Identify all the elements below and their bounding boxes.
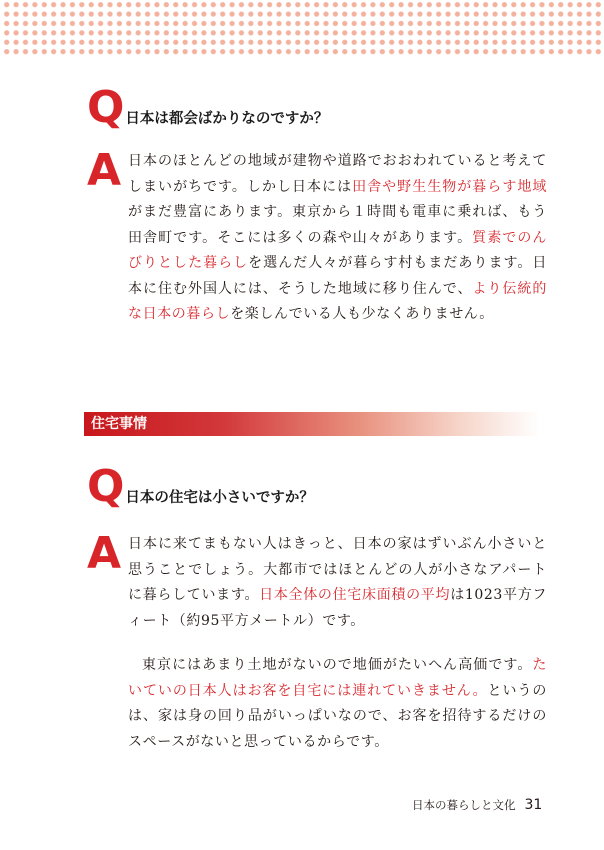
answer-2-p2-text-2: というのは、家は身の回り品がいっぱいなので、お客を招待するだけのスペースがないと思っているからです。	[128, 682, 547, 750]
page-footer	[412, 797, 542, 813]
question-2-q-mark: Q	[87, 461, 125, 512]
answer-1-text	[128, 149, 547, 328]
answer-1-a-mark: A	[87, 145, 122, 196]
answer-1-highlight-1: 田舎や野生生物が暮らす地域	[352, 178, 547, 195]
answer-2-a-mark: A	[87, 528, 122, 579]
answer-2-text-2: は1023平方フィート（約95平方メートル）です。	[128, 587, 547, 629]
answer-1-highlight-5: より伝統的な日本の暮らし	[128, 280, 547, 322]
answer-2-text-0: 日本に来てまもない人はきっと、日本の家はずいぶん小さいと思うことでしょう。大都市ではほとんどの人が小さなアパートに暮らしています。	[128, 536, 547, 603]
answer-1-text-2: がまだ豊富にあります。東京から１時間も電車に乗れば、もう田舎町です。そこには多くの森や山々があります。	[128, 204, 547, 246]
answer-2-paragraph-2	[128, 653, 547, 755]
section-title: 住宅事情	[91, 416, 147, 432]
page-number: 31	[524, 797, 543, 813]
question-1-heading	[87, 82, 329, 133]
question-1-text: 日本は都会ばかりなのですか？	[125, 111, 329, 127]
answer-1-text-0: 日本のほとんどの地域が建物や道路でおおわれていると考えてしまいがちです。しかし日本には	[128, 153, 547, 195]
answer-1-block	[87, 145, 547, 328]
footer-book-title: 日本の暮らしと文化	[412, 798, 516, 812]
answer-1-text-4: を選んだ人々が暮らす村もまだあります。日本に住む外国人には、そうした地域に移り住んで、	[128, 255, 547, 297]
answer-2-highlight-1: 日本全体の住宅床面積の平均	[259, 587, 451, 603]
answer-1-text-6: を楽しんでいる人も少なくありません。	[230, 306, 494, 322]
answer-2-block	[87, 528, 547, 634]
answer-2-text	[128, 532, 547, 634]
answer-1-highlight-3: 質素でのんびりとした暮らし	[128, 229, 547, 271]
header-dot-pattern	[0, 0, 604, 56]
answer-2-p2-text-0: 東京にはあまり土地がないので地価がたいへん高価です。	[142, 657, 533, 673]
question-2-heading	[87, 461, 314, 512]
question-2-text: 日本の住宅は小さいですか？	[125, 490, 314, 506]
question-1-q-mark: Q	[87, 82, 125, 133]
answer-2-p2-highlight-1: たいていの日本人はお客を自宅には連れていきません。	[128, 657, 547, 699]
section-header-bar	[84, 412, 540, 436]
